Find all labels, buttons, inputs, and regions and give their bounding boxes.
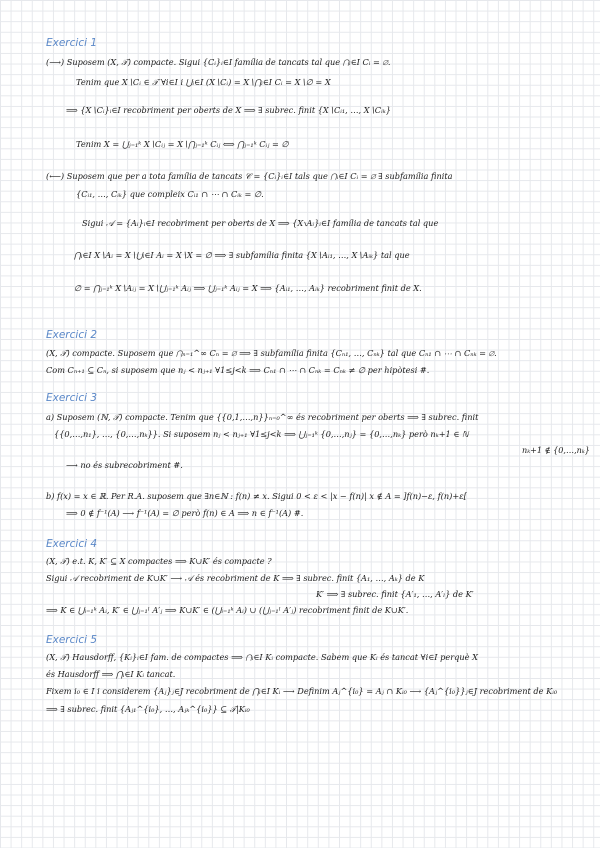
ex5-line: és Hausdorff ⟹ ⋂ᵢ∈I Kᵢ tancat.: [46, 669, 176, 679]
ex5-line: (X, 𝒯) Hausdorff, {Kᵢ}ᵢ∈I fam. de compactes ⟹ ⋂ᵢ∈I Kᵢ compacte. Sabem que Kᵢ és tancat ∀i∈I perquè X: [46, 652, 478, 662]
ex1-line: ⟹ {X∖Cᵢ}ᵢ∈I recobriment per oberts de X ⟹ ∃ subrec. finit {X∖Cᵢ₁, …, X∖Cᵢₖ}: [66, 105, 391, 115]
ex5-line: ⟹ ∃ subrec. finit {Aⱼ₁^{i₀}, …, Aⱼₖ^{i₀}} ⊆ 𝒯|Kᵢ₀: [46, 704, 250, 714]
ex3-line: b) f(x) = x ∈ ℝ. Per R.A. suposem que ∃n∈ℕ : f(n) ≠ x. Sigui 0 < ε < |x − f(n)| x ∉ A = ]f(n)−ε, f(n)+ε[: [46, 491, 467, 501]
ex1-line: {Cᵢ₁, …, Cᵢₖ} que compleix Cᵢ₁ ∩ ⋯ ∩ Cᵢₖ = ∅.: [76, 189, 264, 199]
ex2-line: Com Cₙ₊₁ ⊆ Cₙ, si suposem que nⱼ < nⱼ₊₁ ∀1≤j<k ⟹ Cₙ₁ ∩ ⋯ ∩ Cₙₖ = Cₙₖ ≠ ∅ per hipòtesi #.: [46, 365, 430, 375]
exercise-2-title: Exercici 2: [46, 329, 98, 341]
ex4-line: K′ ⟹ ∃ subrec. finit {A′₁, …, A′ₗ} de K′: [316, 589, 474, 599]
ex1-line: (⟵) Suposem que per a tota família de tancats 𝒞 = {Cᵢ}ᵢ∈I tals que ⋂ᵢ∈I Cᵢ = ∅ ∃ subfamília finita: [46, 171, 453, 181]
ex2-line: (X, 𝒯) compacte. Suposem que ⋂ₙ₌₁^∞ Cₙ = ∅ ⟹ ∃ subfamília finita {Cₙ₁, …, Cₙₖ} tal que Cₙ₁ ∩ ⋯ ∩ Cₙₖ = ∅.: [46, 348, 497, 358]
ex1-line: ∅ = ⋂ⱼ₌₁ᵏ X∖Aᵢⱼ = X∖⋃ⱼ₌₁ᵏ Aᵢⱼ ⟹ ⋃ⱼ₌₁ᵏ Aᵢⱼ = X ⟹ {Aᵢ₁, …, Aᵢₖ} recobriment finit de X.: [74, 283, 422, 293]
ex3-line: nₖ+1 ∉ {0,…,nₖ}: [522, 445, 590, 455]
exercise-5-title: Exercici 5: [46, 634, 98, 646]
ex4-line: ⟹ K ∈ ⋃ᵢ₌₁ᵏ Aᵢ, K′ ∈ ⋃ⱼ₌₁ˡ A′ⱼ ⟹ K∪K′ ∈ (⋃ᵢ₌₁ᵏ Aᵢ) ∪ (⋃ⱼ₌₁ˡ A′ⱼ) recobriment finit de K∪K′.: [46, 605, 409, 615]
ex3-line: ⟶ no és subrecobriment #.: [66, 460, 183, 470]
ex3-line: ⟹ 0 ∉ f⁻¹(A) ⟶ f⁻¹(A) = ∅ però f(n) ∈ A ⟹ n ∈ f⁻¹(A) #.: [66, 508, 304, 518]
exercise-3-title: Exercici 3: [46, 392, 98, 404]
ex1-line: Sigui 𝒜 = {Aᵢ}ᵢ∈I recobriment per oberts de X ⟹ {X∖Aᵢ}ᵢ∈I família de tancats tal que: [82, 218, 439, 228]
ex1-line: ⋂ᵢ∈I X∖Aᵢ = X∖⋃ᵢ∈I Aᵢ = X∖X = ∅ ⟹ ∃ subfamília finita {X∖Aᵢ₁, …, X∖Aᵢₖ} tal que: [74, 250, 410, 260]
ex4-line: Sigui 𝒜 recobriment de K∪K′ ⟶ 𝒜 és recobriment de K ⟹ ∃ subrec. finit {A₁, …, Aₖ} de K: [46, 573, 425, 583]
ex3-line: a) Suposem (ℕ, 𝒯) compacte. Tenim que {{0,1,…,n}}ₙ₌₀^∞ és recobriment per oberts ⟹ ∃ subrec. finit: [46, 412, 479, 422]
ex1-line: Tenim X = ⋃ⱼ₌₁ᵏ X∖Cᵢⱼ = X∖⋂ⱼ₌₁ᵏ Cᵢⱼ ⟺ ⋂ⱼ₌₁ᵏ Cᵢⱼ = ∅: [76, 139, 289, 149]
exercise-1-title: Exercici 1: [46, 37, 98, 49]
ex3-line: {{0,…,n₁}, …, {0,…,nₖ}}. Si suposem nⱼ < nⱼ₊₁ ∀1≤j<k ⟹ ⋃ⱼ₌₁ᵏ {0,…,nⱼ} = {0,…,nₖ} però nₖ+1 ∈ ℕ: [54, 429, 469, 439]
ex5-line: Fixem i₀ ∈ I i considerem {Aⱼ}ⱼ∈J recobriment de ⋂ᵢ∈I Kᵢ ⟶ Definim Aⱼ^{i₀} = Aⱼ ∩ Kᵢ₀ ⟶ {Aⱼ^{i₀}}ⱼ∈J recobriment de Kᵢ₀: [46, 686, 558, 696]
ex1-line: (⟶) Suposem (X, 𝒯) compacte. Sigui {Cᵢ}ᵢ∈I família de tancats tal que ⋂ᵢ∈I Cᵢ = ∅.: [46, 57, 391, 67]
exercise-4-title: Exercici 4: [46, 538, 98, 550]
ex1-line: Tenim que X∖Cᵢ ∈ 𝒯 ∀i∈I i ⋃ᵢ∈I (X∖Cᵢ) = X∖⋂ᵢ∈I Cᵢ = X∖∅ = X: [76, 77, 331, 87]
ex4-line: (X, 𝒯) e.t. K, K′ ⊆ X compactes ⟹ K∪K′ és compacte ?: [46, 556, 272, 566]
